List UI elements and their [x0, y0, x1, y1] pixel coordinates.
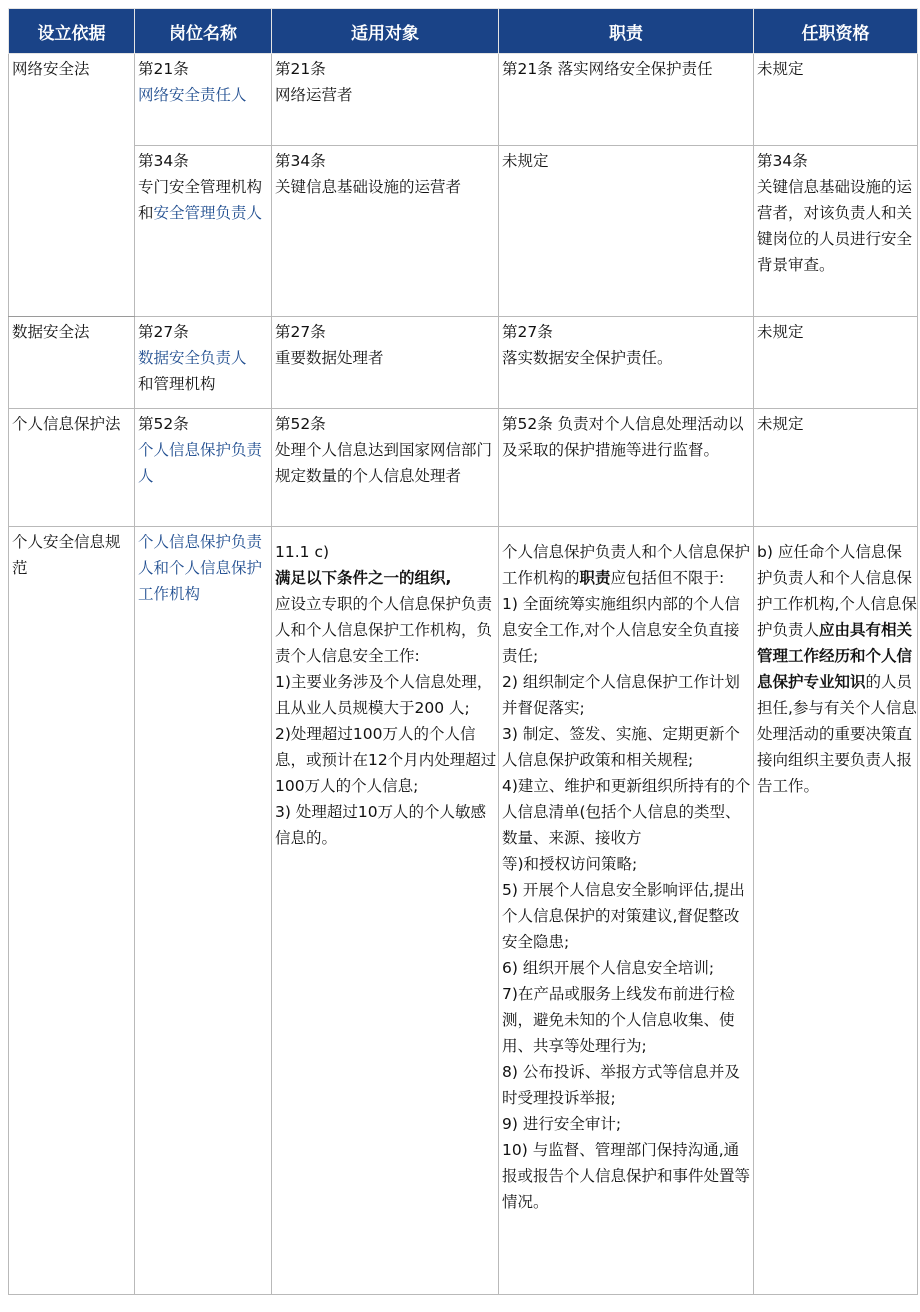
basis-text: 数据安全法 [12, 323, 90, 341]
qualification-cell [754, 54, 918, 146]
basis-text: 个人安全信息规范 [12, 533, 121, 577]
table-row [9, 146, 918, 317]
comparison-table [8, 8, 918, 1295]
header-duty: 职责 [499, 9, 754, 54]
header-qualification: 任职资格 [754, 9, 918, 54]
basis-cell [9, 54, 135, 317]
object-item: 1)主要业务涉及个人信息处理，且从业人员规模大于200 人; [275, 673, 493, 717]
object-condition: 满足以下条件之一的组织, [275, 569, 452, 587]
header-object: 适用对象 [272, 9, 499, 54]
basis-cell [9, 527, 135, 1295]
qualification-text: 未规定 [757, 60, 804, 78]
article-number: 第34条 [275, 152, 326, 170]
table-row [9, 54, 918, 146]
table-row [9, 317, 918, 409]
table-row [9, 527, 918, 1295]
position-cell [135, 409, 272, 527]
article-number: 第34条 [138, 152, 189, 170]
position-cell [135, 146, 272, 317]
object-cell [272, 146, 499, 317]
duty-item: 6) 组织开展个人信息安全培训; [502, 959, 715, 977]
position-name: 安全管理负责人 [153, 204, 263, 222]
position-name: 数据安全负责人 [138, 349, 247, 367]
article-number: 第21条 [138, 60, 189, 78]
duty-item: 2) 组织制定个人信息保护工作计划并督促落实; [502, 673, 740, 717]
duty-cell [499, 409, 754, 527]
duty-item: 1) 全面统筹实施组织内部的个人信息安全工作,对个人信息安全负直接责任; [502, 595, 740, 665]
duty-text: 未规定 [502, 152, 549, 170]
article-number: 第52条 [138, 415, 189, 433]
object-item: 3) 处理超过10万人的个人敏感信息的。 [275, 803, 487, 847]
basis-cell [9, 317, 135, 409]
qualification-text-tail: 的人员担任,参与有关个人信息处理活动的重要决策直接向组织主要负责人报告工作。 [757, 673, 917, 795]
header-position: 岗位名称 [135, 9, 272, 54]
duty-text: 第21条 落实网络安全保护责任 [502, 60, 713, 78]
position-cell [135, 54, 272, 146]
qualification-text: b) 应任命个人信息保护负责人和个人信息保护工作机构,个人信息保护负责人 [757, 543, 917, 639]
basis-text: 个人信息保护法 [12, 415, 121, 433]
duty-cell [499, 527, 754, 1295]
position-name: 网络安全责任人 [138, 86, 247, 104]
object-item: 2)处理超过100万人的个人信息，或预计在12个月内处理超过100万人的个人信息; [275, 725, 497, 795]
duty-cell [499, 146, 754, 317]
article-number: 第27条 [138, 323, 189, 341]
position-prefix: 专门安全管理机构和 [138, 178, 263, 222]
duty-intro: 个人信息保护负责人和个人信息保护工作机构的 [502, 543, 751, 587]
duty-item: 等)和授权访问策略; [502, 855, 638, 873]
article-number: 第21条 [275, 60, 326, 78]
object-cell [272, 409, 499, 527]
duty-item: 7)在产品或服务上线发布前进行检测，避免未知的个人信息收集、使用、共享等处理行为; [502, 985, 735, 1055]
qualification-text: 未规定 [757, 323, 804, 341]
position-name: 个人信息保护负责人和个人信息保护工作机构 [138, 533, 263, 603]
article-number: 第34条 [757, 152, 808, 170]
duty-item: 5) 开展个人信息安全影响评估,提出个人信息保护的对策建议,督促整改安全隐患; [502, 881, 745, 951]
duty-keyword: 职责 [579, 569, 611, 587]
object-cell [272, 54, 499, 146]
qualification-cell [754, 146, 918, 317]
duty-item: 3) 制定、签发、实施、定期更新个人信息保护政策和相关规程; [502, 725, 740, 769]
article-number: 第52条 [275, 415, 326, 433]
basis-cell [9, 409, 135, 527]
position-cell [135, 527, 272, 1295]
duty-text: 第52条 负责对个人信息处理活动以及采取的保护措施等进行监督。 [502, 415, 744, 459]
position-cell [135, 317, 272, 409]
article-number: 第27条 [502, 323, 553, 341]
header-basis: 设立依据 [9, 9, 135, 54]
qualification-cell [754, 317, 918, 409]
duty-item: 9) 进行安全审计; [502, 1115, 622, 1133]
qualification-cell [754, 527, 918, 1295]
basis-text: 网络安全法 [12, 60, 90, 78]
position-name: 个人信息保护负责人 [138, 441, 263, 485]
table-row [9, 409, 918, 527]
qualification-requirement: 应由具有相关管理工作经历和个人信息保护专业知识 [757, 621, 913, 691]
object-text: 处理个人信息达到国家网信部门规定数量的个人信息处理者 [275, 441, 493, 485]
duty-text: 落实数据安全保护责任。 [502, 349, 673, 367]
object-text: 关键信息基础设施的运营者 [275, 178, 462, 196]
qualification-text: 关键信息基础设施的运营者，对该负责人和关键岗位的人员进行安全背景审查。 [757, 178, 913, 274]
duty-intro-tail: 应包括但不限于: [610, 569, 725, 587]
article-number: 第27条 [275, 323, 326, 341]
duty-cell [499, 317, 754, 409]
qualification-text: 未规定 [757, 415, 804, 433]
object-text: 重要数据处理者 [275, 349, 384, 367]
duty-item: 4)建立、维护和更新组织所持有的个人信息清单(包括个人信息的类型、数量、来源、接收方 [502, 777, 751, 847]
header-row [9, 9, 918, 54]
duty-cell [499, 54, 754, 146]
clause-number: 11.1 c) [275, 543, 330, 561]
qualification-cell [754, 409, 918, 527]
object-cell [272, 527, 499, 1295]
duty-item: 10) 与监督、管理部门保持沟通,通报或报告个人信息保护和事件处置等情况。 [502, 1141, 751, 1211]
object-text: 应设立专职的个人信息保护负责人和个人信息保护工作机构，负责个人信息安全工作: [275, 595, 493, 665]
object-cell [272, 317, 499, 409]
position-suffix: 和管理机构 [138, 375, 216, 393]
duty-item: 8) 公布投诉、举报方式等信息并及时受理投诉举报; [502, 1063, 740, 1107]
object-text: 网络运营者 [275, 86, 353, 104]
